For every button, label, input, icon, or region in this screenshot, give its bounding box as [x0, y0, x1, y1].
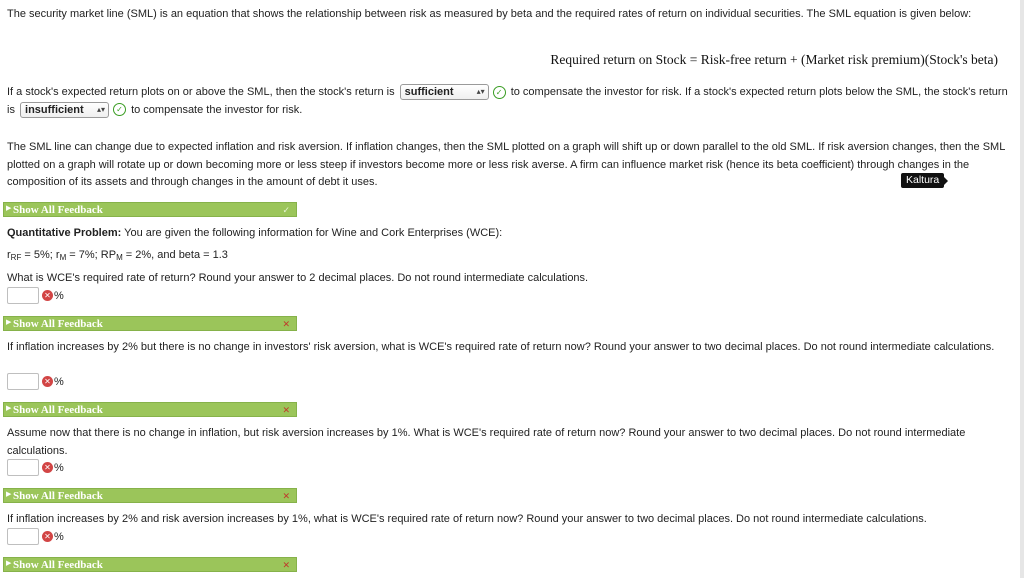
- answer-row-2: [7, 373, 64, 390]
- quant-problem: [7, 225, 1016, 243]
- check-circle-icon: ✓: [493, 86, 506, 99]
- quant-heading: Quantitative Problem:: [7, 227, 122, 239]
- kaltura-tooltip: Kaltura: [901, 173, 944, 188]
- show-feedback-label: Show All Feedback: [13, 318, 103, 330]
- intro-paragraph: The security market line (SML) is an equation that shows the relationship between risk as measured by beta and the required rates of return on individual securities. The SML equation is given below:: [7, 8, 972, 20]
- expand-triangle-icon: ▶: [6, 560, 12, 567]
- x-icon: ✕: [282, 405, 290, 415]
- percent-unit: %: [54, 461, 64, 474]
- percent-unit: %: [54, 289, 64, 302]
- select-arrows-icon: ▴▾: [96, 104, 106, 114]
- percent-unit: %: [54, 375, 64, 388]
- select-arrows-icon: ▴▾: [476, 87, 485, 97]
- x-circle-icon: ✕: [42, 376, 53, 387]
- answer-input-3[interactable]: [7, 459, 39, 476]
- fill-in-text-3: to compensate the investor for risk.: [131, 103, 303, 116]
- fill-in-text-1: If a stock's expected return plots on or above the SML, then the stock's return is: [7, 86, 395, 98]
- show-feedback-bar-4[interactable]: [3, 488, 297, 503]
- question-2-text: If inflation increases by 2% but there is no change in investors' risk aversion, what is WCE's required rate of return now? Round your answer to two decimal places. Do not round intermediate calculations.: [7, 341, 995, 353]
- answer-row-4: [7, 528, 64, 545]
- expand-triangle-icon: ▶: [6, 319, 12, 326]
- check-circle-icon: ✓: [113, 103, 126, 116]
- question-3-text: Assume now that there is no change in inflation, but risk aversion increases by 1%. What is WCE's required rate of return now? Round your answer to two decimal places. Do not round intermediate calculations.: [7, 427, 966, 457]
- sufficient-select[interactable]: sufficient ▴▾: [400, 84, 489, 100]
- expand-triangle-icon: ▶: [6, 405, 12, 412]
- insufficient-select[interactable]: insufficient ▴▾: [20, 102, 109, 118]
- question-4-text: If inflation increases by 2% and risk aversion increases by 1%, what is WCE's required rate of return now? Round your answer to two decimal places. Do not round intermediate calculations.: [7, 513, 927, 525]
- answer-input-2[interactable]: [7, 373, 39, 390]
- show-feedback-bar-3[interactable]: [3, 402, 297, 417]
- show-feedback-label: Show All Feedback: [13, 204, 103, 216]
- sml-equation: Required return on Stock = Risk-free return + (Market risk premium)(Stock's beta): [550, 52, 998, 67]
- show-feedback-label: Show All Feedback: [13, 490, 103, 502]
- percent-unit: %: [54, 530, 64, 543]
- answer-input-4[interactable]: [7, 528, 39, 545]
- x-icon: ✕: [282, 491, 290, 501]
- show-feedback-bar-5[interactable]: [3, 557, 297, 572]
- answer-input-1[interactable]: [7, 287, 39, 304]
- sml-paragraph: The SML line can change due to expected inflation and risk aversion. If inflation changes, then the SML plotted on a graph will shift up or down parallel to the old SML. If risk aversion changes, then the SML plotted on a graph will rotate up or down becoming more or less steep if investors become more or less risk averse. A firm can influence market risk (hence its beta coefficient) through changes in the composition of its assets and through changes in the amount of debt it uses.: [7, 141, 1005, 188]
- check-icon: ✓: [282, 205, 290, 215]
- answer-row-1: [7, 287, 64, 304]
- quant-text: You are given the following information for Wine and Cork Enterprises (WCE):: [124, 227, 503, 239]
- expand-triangle-icon: ▶: [6, 491, 12, 498]
- scrollbar[interactable]: [1020, 0, 1024, 578]
- show-feedback-label: Show All Feedback: [13, 559, 103, 571]
- x-icon: ✕: [282, 560, 290, 570]
- question-1-text: What is WCE's required rate of return? Round your answer to 2 decimal places. Do not round intermediate calculations.: [7, 272, 589, 284]
- quant-variables: $r_{RF} = 5\%$; $r_M = 7\%$; $RP_M = 2\%$, and beta = 1.3: [7, 249, 228, 262]
- x-icon: ✕: [282, 319, 290, 329]
- x-circle-icon: ✕: [42, 462, 53, 473]
- show-feedback-bar-1[interactable]: [3, 202, 297, 217]
- expand-triangle-icon: ▶: [6, 205, 12, 212]
- answer-row-3: [7, 459, 64, 476]
- fill-in-text-2: to compensate the investor for risk. If a stock's expected return plots below the SML, the stock's return is: [7, 86, 1008, 116]
- x-circle-icon: ✕: [42, 290, 53, 301]
- fill-in-paragraph: [7, 84, 1016, 119]
- show-feedback-bar-2[interactable]: [3, 316, 297, 331]
- x-circle-icon: ✕: [42, 531, 53, 542]
- show-feedback-label: Show All Feedback: [13, 404, 103, 416]
